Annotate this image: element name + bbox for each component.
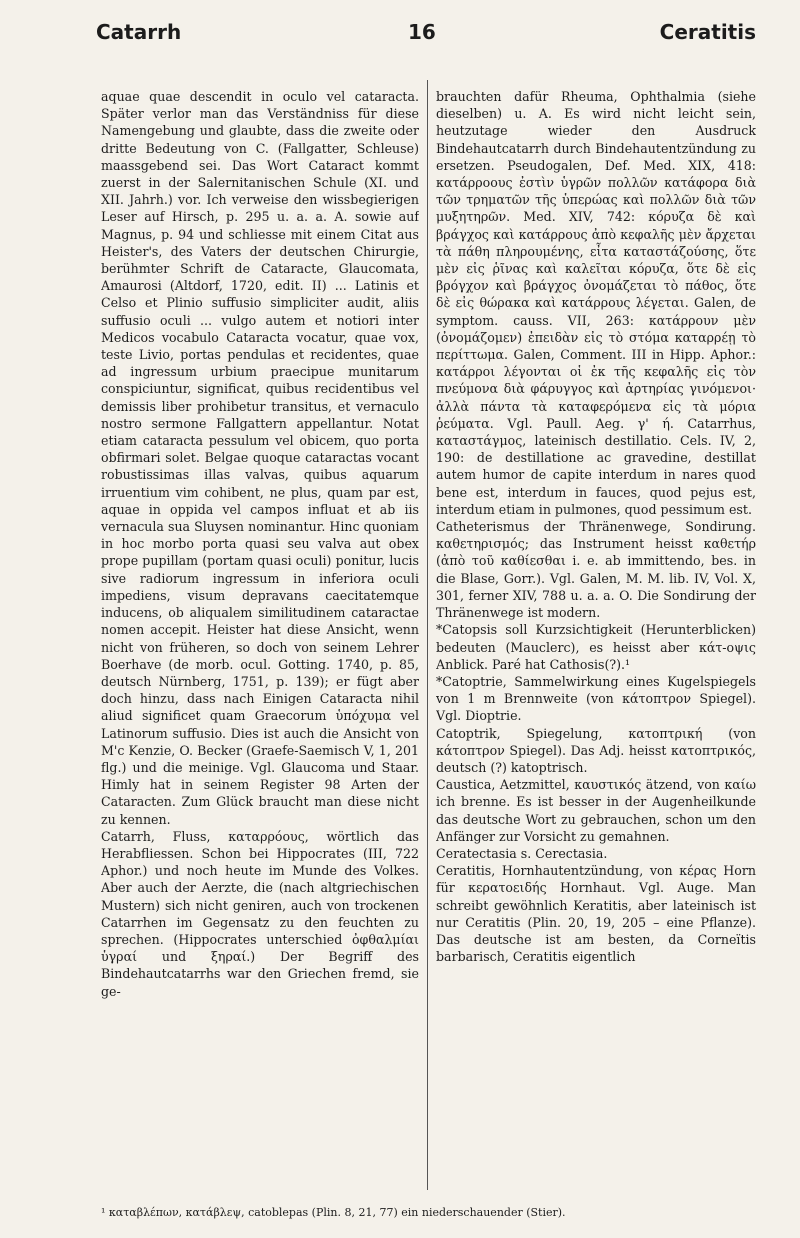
entry-catoptrie: *Catoptrie, Sammelwirkung eines Kugelspiegels von 1 m Brennweite (von κάτοπτρον Spiegel). Vgl. Dioptrie. [436,673,756,724]
right-column [436,88,756,1198]
paragraph-catarrh-continued: brauchten dafür Rheuma, Ophthalmia (siehe dieselben) u. A. Es wird nicht leicht sein, heutzutage wieder den Ausdruck Bindehautcatarrh durch Bindehautentzündung zu ersetzen. Pseudogalen, Def. Med. XIX, 418: κατάρροους ἐστὶν ὑγρῶν πολλῶν κατάφορα διὰ τῶν τρηματῶν τῆς ὑπερώας καὶ πολλῶν διὰ τῶν μυξητηρῶν. Med. XIV, 742: κόρυζα δὲ καὶ βράγχος καὶ κατάρρους ἀπὸ κεφαλῆς μὲν ἄρχεται τὰ πάθη πληρουμένης, εἶτα καταστάζούσης, ὅτε μὲν εἰς ῥῖνας καὶ καλεῖται κόρυζα, ὅτε δὲ εἰς βρόγχον καὶ βράγχος ὀνομάζεται τὸ πάθος, ὅτε δὲ εἰς θώρακα καὶ κατάρρους λέγεται. Galen, de symptom. causs. VII, 263: κατάρρουν μὲν (ὀνομάζομεν) ἐπειδὰν εἰς τὸ στόμα καταρρέῃ τὸ περίττωμα. Galen, Comment. III in Hipp. Aphor.: κατάρροι λέγονται οἱ ἐκ τῆς κεφαλῆς εἰς τὸν πνεύμονα διὰ φάρυγγος καὶ ἀρτηρίας γινόμενοι· ἀλλὰ πάντα τὰ καταφερόμενα εἰς τὰ μόρια ῥεύματα. Vgl. Paull. Aeg. γ' ή. Catarrhus, καταστάγμος, lateinisch destillatio. Cels. IV, 2, 190: de destillatione ac gravedine, destillat autem humor de capite interdum in nares quod bene est, interdum in fauces, quod pejus est, interdum etiam in pulmones, quod pessimum est. [436,89,756,517]
page-header [96,20,756,48]
column-divider [427,80,428,1190]
left-column [101,88,419,1198]
header-left-headword: Catarrh [96,20,182,44]
page-number: 16 [408,20,436,44]
entry-ceratitis: Ceratitis, Hornhautentzündung, von κέρας Horn für κερατοειδής Hornhaut. Vgl. Auge. Man schreibt gewöhnlich Keratitis, aber lateinisch ist nur Ceratitis (Plin. 20, 19, 205 – eine Pflanze). Das deutsche ist am besten, da Corneïtis barbarisch, Ceratitis eigentlich [436,863,756,965]
entry-ceratectasia: Ceratectasia s. Cerectasia. [436,845,608,861]
entry-caustica: Caustica, Aetzmittel, καυστικός ätzend, von καίω ich brenne. Es ist besser in der Augenheilkunde das deutsche Wort zu gebrauchen, schon um den Anfänger zur Vorsicht zu gemahnen. [436,777,756,844]
entry-catarrh: Catarrh, Fluss, καταρρόους, wörtlich das Herabfliessen. Schon bei Hippocrates (III, 722 Aphor.) und noch heute im Munde des Volkes. Aber auch der Aerzte, die (nach altgriechischen Mustern) sich nicht geniren, auch von trockenen Catarrhen im Gegensatz zu den feuchten zu sprechen. (Hippocrates unterschied ὀφθαλμίαι ὑγραί und ξηραί.) Der Begriff des Bindehautcatarrhs war den Griechen fremd, sie ge- [101,828,419,999]
entry-catheterismus: Catheterismus der Thränenwege, Sondirung. καθετηρισμός; das Instrument heisst καθετήρ (ἀπὸ τοῦ καθίεσθαι i. e. ab immittendo, bes. in die Blase, Gorr.). Vgl. Galen, M. M. lib. IV, Vol. X, 301, ferner XIV, 788 u. a. a. O. Die Sondirung der Thränenwege ist modern. [436,519,756,621]
paragraph-cataracta-continued: aquae quae descendit in oculo vel cataracta. Später verlor man das Verständniss für diese Namengebung und glaubte, dass die zweite oder dritte Bedeutung von C. (Fallgatter, Schleuse) maassgebend sei. Das Wort Cataract kommt zuerst in der Salernitanischen Schule (XI. und XII. Jahrh.) vor. Ich verweise den wissbegierigen Leser auf Hirsch, p. 295 u. a. a. A. sowie auf Magnus, p. 94 und schliesse mit einem Citat aus Heister's, des Vaters der deutschen Chirurgie, berühmter Schrift de Cataracte, Glaucomata, Amaurosi (Altdorf, 1720, edit. II) ... Latinis et Celso et Plinio suffusio simpliciter audit, aliis suffusio oculi ... vulgo autem et notiori inter Medicos vocabulo Cataracta vocatur, quae vox, teste Livio, portas pendulas et recidentes, quae ad ingressum urbium praecipue munitarum conspiciuntur, significat, quibus recidentibus vel demissis liber prohibetur transitus, et vernaculo nostro sermone Fallgattern appellantur. Notat etiam cataracta pessulum vel obicem, quo porta obfirmari solet. Belgae quoque cataractas vocant robustissimas illas valvas, quibus aquarum irruentium vim cohibent, ne plus, quam par est, aquae in oppida vel campos influat et ab iis vernacula sua Sluysen nominantur. Hinc quoniam in hoc morbo porta quasi seu valva aut obex prope pupillam (portam quasi oculi) ponitur, lucis sive radiorum ingressum in inferiora oculi impediens, visum depravans caecitatemque inducens, ob aliqualem similitudinem cataractae nomen accepit. Heister hat diese Ansicht, wenn nicht von früheren, so doch von seinem Lehrer Boerhave (de morb. ocul. Gotting. 1740, p. 85, deutsch Nürnberg, 1751, p. 139); er fügt aber doch hinzu, dass nach Einigen Cataracta nihil aliud significet quam Graecorum ὑπόχυμα vel Latinorum suffusio. Dies ist auch die Ansicht von M'c Kenzie, O. Becker (Graefe-Saemisch V, 1, 201 flg.) und die meinige. Vgl. Glaucoma und Staar. Himly hat in seinem Register 98 Arten der Cataracten. Zum Glück braucht man diese nicht zu kennen. [101,89,419,827]
header-right-headword: Ceratitis [659,20,756,44]
entry-catopsis: *Catopsis soll Kurzsichtigkeit (Herunterblicken) bedeuten (Mauclerc), es heisst aber κάτ-οψις Anblick. Paré hat Cathosis(?).¹ [436,622,756,672]
footnote: ¹ καταβλέπων, κατάβλεψ, catoblepas (Plin. 8, 21, 77) ein niederschauender (Stier). [101,1206,566,1219]
entry-catoptrik: Catoptrik, Spiegelung, κατοπτρική (von κάτοπτρον Spiegel). Das Adj. heisst κατοπτρικός, deutsch (?) katoptrisch. [436,725,756,775]
